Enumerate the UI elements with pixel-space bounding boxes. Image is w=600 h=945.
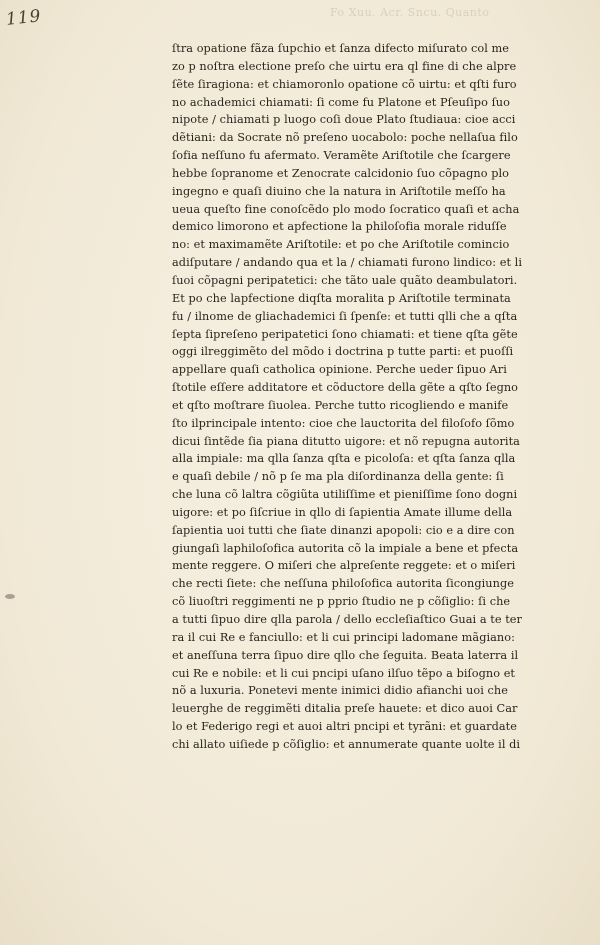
text-line: Et po che lapfectione diqſta moralita p Ariſtotile terminata (172, 291, 511, 305)
ink-blot (5, 594, 15, 599)
text-line: et qſto moſtrare ſiuolea. Perche tutto ricogliendo e manife (172, 398, 509, 412)
text-line: nõ a luxuria. Ponetevi mente inimici didio afianchi uoi che (172, 684, 508, 698)
text-line: ſuoi cõpagni peripatetici: che tãto uale quãto deambulatori. (172, 273, 518, 287)
text-line: no achademici chiamati: ſi come fu Platone et Pſeuſipo ſuo (172, 95, 510, 109)
text-line: nipote / chiamati p luogo coſi doue Plato ſtudiaua: cioe acci (172, 113, 516, 127)
text-line: cui Re e nobile: et li cui pncipi uſano ilſuo tẽpo a biſogno et (172, 666, 516, 680)
text-line: adiſputare / andando qua et la / chiamati furono lindico: et li (172, 256, 523, 270)
text-line: chi allato uiſiede p cõſiglio: et annumerate quante uolte il di (172, 737, 521, 751)
text-line: ueua queſto fine conoſcẽdo plo modo ſocratico quaſi et acha (172, 202, 520, 216)
text-line: mente reggere. O miſeri che alpreſente reggete: et o miſeri (172, 559, 516, 573)
text-line: dicui ſintẽde ſia piana ditutto uigore: et nõ repugna autorita (172, 434, 520, 448)
text-line: e quaſi debile / nõ p ſe ma pla diſordinanza della gente: ſi (172, 470, 504, 484)
text-line: ſẽte ſiragiona: et chiamoronlo opatione cõ uirtu: et qſti furo (172, 77, 517, 91)
text-line: cõ liuoſtri reggimenti ne p pprio ſtudio ne p cõſiglio: ſi che (172, 595, 511, 609)
text-line: ſto ilprincipale intento: cioe che lauctorita del filoſofo ſõmo (172, 416, 515, 430)
text-line: ſofia neſſuno fu afermato. Veramẽte Ariſtotile che ſcargere (172, 149, 511, 163)
text-line: lo et Federigo regi et auoi altri pncipi et tyrãni: et guardate (172, 720, 517, 734)
text-line: ſtotile eſſere additatore et cõductore della gẽte a qſto ſegno (172, 381, 519, 395)
text-line: leuerghe de reggimẽti ditalia preſe hauete: et dico auoi Car (172, 702, 518, 716)
text-line: ſepta ſipreſeno peripatetici ſono chiamati: et tiene qſta gẽte (172, 327, 518, 341)
text-line: dẽtiani: da Socrate nõ preſeno uocabolo: poche nellaſua filo (172, 131, 518, 145)
text-line: appellare quaſi catholica opinione. Perche ueder ſipuo Ari (172, 363, 507, 377)
text-block (172, 40, 572, 754)
text-line: oggi ilreggimẽto del mõdo i doctrina p tutte parti: et puoſſi (172, 345, 514, 359)
text-line: zo p noſtra electione preſo che uirtu era ql fine di che alpre (172, 59, 517, 73)
folio-number: 119 (5, 6, 43, 30)
text-line: hebbe ſopranome et Zenocrate calcidonio ſuo cõpagno plo (172, 166, 509, 180)
text-line: che recti ſiete: che neſſuna philoſofica autorita ſicongiunge (172, 577, 514, 591)
text-line: che luna cõ laltra cõgiũta utiliſſime et pieniſſime ſono dogni (172, 488, 518, 502)
text-line: ra il cui Re e fanciullo: et li cui principi ladomane mãgiano: (172, 630, 515, 644)
show-through-text: Fo Xuu. Acr. Sncu. Quanto (330, 6, 490, 19)
text-line: demico limorono et apfectione la philoſofia morale riduſſe (172, 220, 507, 234)
text-line: uigore: et po ſiſcriue in qllo di ſapientia Amate illume della (172, 505, 513, 519)
text-line: ingegno e quaſi diuino che la natura in Ariſtotile meſſo ha (172, 184, 506, 198)
text-line: a tutti ſipuo dire qlla parola / dello eccleſiaſtico Guai a te ter (172, 613, 522, 626)
text-line: ſtra opatione fãza ſupchio et ſanza difecto miſurato col me (172, 42, 509, 55)
text-line: no: et maximamẽte Ariſtotile: et po che Ariſtotile comincio (172, 238, 510, 252)
text-line: alla impiale: ma qlla ſanza qſta e picoloſa: et qſta ſanza qlla (172, 452, 516, 466)
text-line: giungaſi laphiloſofica autorita cõ la impiale a bene et pfecta (172, 541, 519, 555)
text-line: ſapientia uoi tutti che ſiate dinanzi apopoli: cio e a dire con (172, 523, 515, 537)
text-line: et aneſſuna terra ſipuo dire qllo che ſeguita. Beata laterra il (172, 648, 519, 662)
text-line: fu / ilnome de gliachademici ſi ſpenſe: et tutti qlli che a qſta (172, 309, 518, 323)
